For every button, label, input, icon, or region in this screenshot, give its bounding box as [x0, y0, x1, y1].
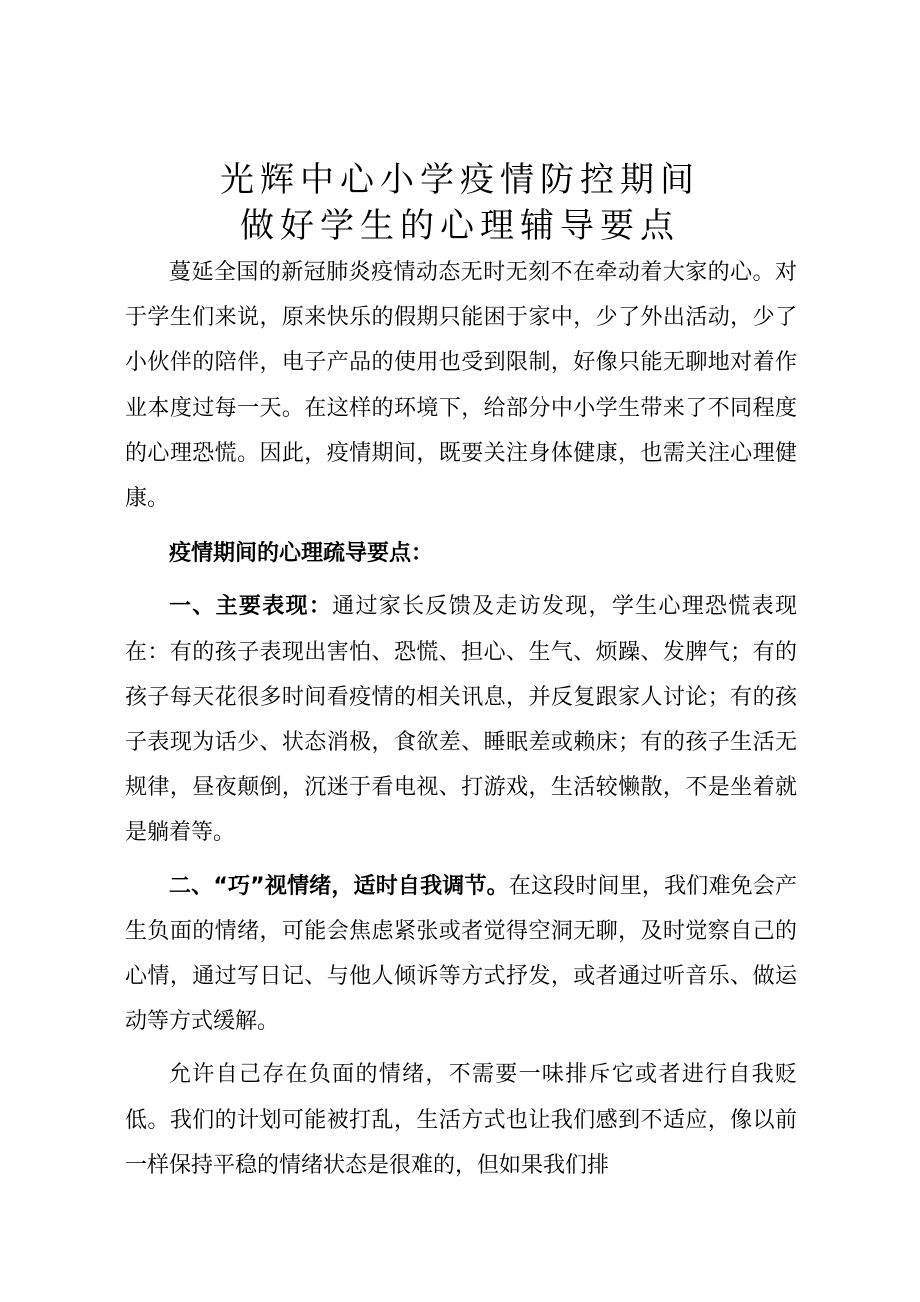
point2-text: 在这段时间里，我们难免会产生负面的情绪，可能会焦虑紧张或者觉得空洞无聊，及时觉察自己的心情，通过写日记、与他人倾诉等方式抒发，或者通过听音乐、做运动等方式缓解。: [125, 873, 797, 1035]
section-heading-paragraph: [125, 531, 797, 576]
document-title-line1: 光辉中心小学疫情防控期间: [220, 160, 700, 200]
point1-paragraph: [125, 584, 797, 855]
document-body: [125, 250, 797, 1188]
point1-text: 通过家长反馈及走访发现，学生心理恐慌表现在：有的孩子表现出害怕、恐慌、担心、生气、烦躁、发脾气；有的孩子每天花很多时间看疫情的相关讯息，并反复跟家人讨论；有的孩子表现为话少、状态消极，食欲差、睡眠差或赖床；有的孩子生活无规律，昼夜颠倒，沉迷于看电视、打游戏，生活较懒散，不是坐着就是躺着等。: [125, 594, 797, 846]
section-heading: 疫情期间的心理疏导要点：: [169, 541, 434, 567]
point2-label: 二、“巧”视情绪，适时自我调节。: [169, 873, 509, 899]
point2-paragraph: [125, 864, 797, 1045]
point1-label: 一、主要表现：: [169, 594, 333, 620]
last-paragraph: 允许自己存在负面的情绪，不需要一味排斥它或者进行自我贬低。我们的计划可能被打乱，生活方式也让我们感到不适应，像以前一样保持平稳的情绪状态是很难的，但如果我们排: [125, 1062, 797, 1178]
document-title-line2: 做好学生的心理辅导要点: [240, 206, 680, 246]
intro-paragraph: 蔓延全国的新冠肺炎疫情动态无时无刻不在牵动着大家的心。对于学生们来说，原来快乐的假期只能困于家中，少了外出活动，少了小伙伴的陪伴，电子产品的使用也受到限制，好像只能无聊地对着作业本度过每一天。在这样的环境下，给部分中小学生带来了不同程度的心理恐慌。因此，疫情期间，既要关注身体健康，也需关注心理健康。: [125, 260, 797, 512]
